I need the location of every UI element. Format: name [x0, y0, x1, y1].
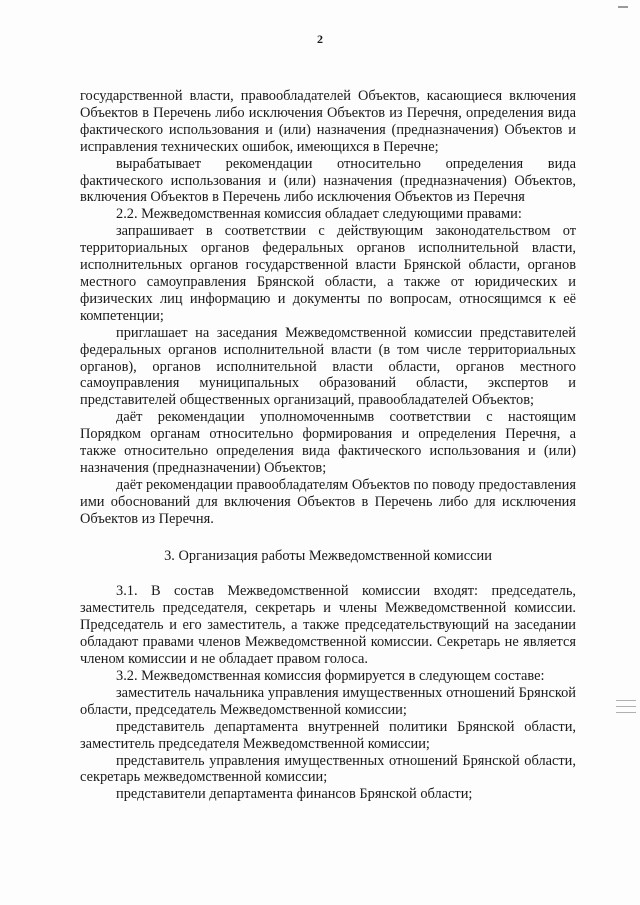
member-finance: представители департамента финансов Брянской области; [116, 786, 473, 803]
paragraph-3-2: 3.2. Межведомственная комиссия формируется в следующем составе: [116, 668, 545, 684]
scan-corner-mark [618, 6, 628, 8]
document-body [80, 88, 576, 803]
paragraph-continuation: государственной власти, правообладателей Объектов, касающиеся включения Объектов в Перечень либо исключения Объектов из Перечня, определения вида фактического использования и (или) назначения (предназначения) Объектов и исправления технических ошибок, имеющихся в Перечне; [80, 88, 576, 155]
member-deputy-chairman: представитель департамента внутренней политики Брянской области, заместитель председателя Межведомственной комиссии; [80, 718, 576, 752]
paragraph-3-1: 3.1. В состав Межведомственной комиссии входят: председатель, заместитель председателя, секретарь и члены Межведомственной комиссии. Председатель и его заместитель, а также председательствующий на заседании обладают правами членов Межведомственной комиссии. Секретарь не является членом комиссии и не обладает правом голоса. [80, 583, 576, 668]
paragraph-gives-recommendations-authorities: даёт рекомендации уполномоченнымв соответствии с настоящим Порядком органам относительно формирования и определения Перечня, а также относительно определения вида фактического использования и (или) назначения (предназначении) Объектов; [80, 409, 576, 476]
member-secretary: представитель управления имущественных отношений Брянской области, секретарь межведомственной комиссии; [80, 752, 576, 786]
paragraph-requests: запрашивает в соответствии с действующим законодательством от территориальных органов федеральных органов исполнительной власти, исполнительных органов государственной власти Брянской области, органов местного самоуправления Брянской области, а также от юридических и физических лиц информацию и документы по вопросам, относящимся к её компетенции; [80, 223, 576, 324]
scan-edge-marks [616, 700, 636, 718]
paragraph-invites: приглашает на заседания Межведомственной комиссии представителей федеральных органов исполнительной власти (в том числе территориальных органов), органов исполнительной власти области, органов местного самоуправления муниципальных образований области, экспертов и представителей общественных организаций, правообладателей Объектов; [80, 324, 576, 409]
section-title: 3. Организация работы Межведомственной комиссии [164, 547, 492, 564]
page-number: 2 [317, 32, 323, 46]
paragraph-gives-recommendations-owners: даёт рекомендации правообладателям Объектов по поводу предоставления ими обоснований для включения Объектов в Перечень либо для исключения Объектов из Перечня. [80, 476, 576, 527]
paragraph-2-2: 2.2. Межведомственная комиссия обладает следующими правами: [116, 206, 522, 223]
paragraph-recommendations: вырабатывает рекомендации относительно определения вида фактического использования и (или) назначения (предназначения) Объектов, включения Объектов в Перечень либо исключения Объектов из Перечня [80, 155, 576, 206]
member-chairman: заместитель начальника управления имущественных отношений Брянской области, председатель Межведомственной комиссии; [80, 684, 576, 718]
